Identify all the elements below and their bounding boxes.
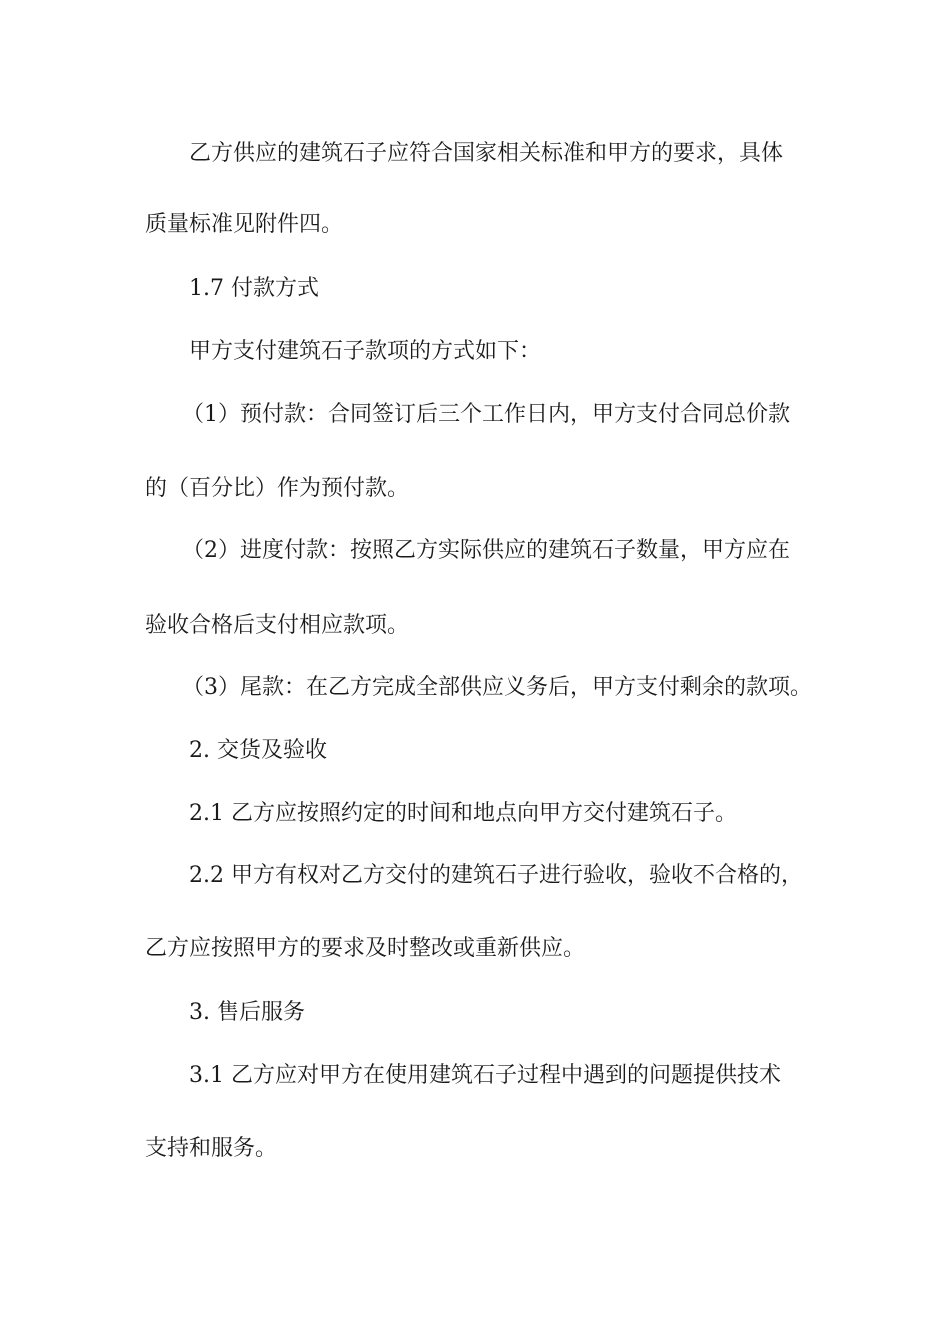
progress-payment-line-2: 验收合格后支付相应款项。 — [145, 613, 410, 638]
section-heading-payment-method: 1.7 付款方式 — [189, 276, 319, 301]
advance-payment-line-2: 的（百分比）作为预付款。 — [145, 476, 410, 501]
delivery-clause-2-1: 2.1 乙方应按照约定的时间和地点向甲方交付建筑石子。 — [189, 801, 737, 826]
inspection-clause-line-2: 乙方应按照甲方的要求及时整改或重新供应。 — [145, 936, 586, 961]
advance-payment-line-1: （1）预付款：合同签订后三个工作日内，甲方支付合同总价款 — [182, 402, 790, 427]
section-heading-after-sales: 3. 售后服务 — [189, 1000, 305, 1025]
after-sales-clause-line-1: 3.1 乙方应对甲方在使用建筑石子过程中遇到的问题提供技术 — [189, 1063, 781, 1088]
final-payment-paragraph: （3）尾款：在乙方完成全部供应义务后，甲方支付剩余的款项。 — [182, 675, 812, 700]
section-heading-delivery: 2. 交货及验收 — [189, 738, 327, 763]
inspection-clause-line-1: 2.2 甲方有权对乙方交付的建筑石子进行验收，验收不合格的， — [189, 863, 803, 888]
quality-paragraph-line-1: 乙方供应的建筑石子应符合国家相关标准和甲方的要求，具体 — [189, 141, 784, 166]
after-sales-clause-line-2: 支持和服务。 — [145, 1136, 278, 1161]
progress-payment-line-1: （2）进度付款：按照乙方实际供应的建筑石子数量，甲方应在 — [182, 538, 790, 563]
payment-intro-paragraph: 甲方支付建筑石子款项的方式如下： — [189, 339, 542, 364]
quality-paragraph-line-2: 质量标准见附件四。 — [145, 212, 344, 237]
